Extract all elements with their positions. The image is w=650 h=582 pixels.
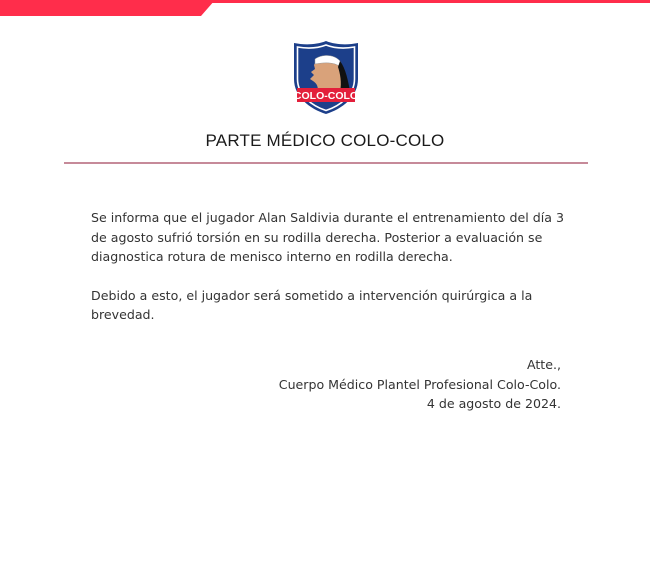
signature-signer: Cuerpo Médico Plantel Profesional Colo-Colo. [278, 376, 561, 392]
signature-block [279, 355, 561, 414]
logo-text: COLO-COLO [293, 90, 359, 102]
title-divider [64, 162, 588, 164]
document-title: PARTE MÉDICO COLO-COLO [205, 131, 445, 150]
signature-closing: Atte., [526, 357, 561, 372]
paragraph-treatment: Debido a esto, el jugador será sometido a intervención quirúrgica a la brevedad. [91, 287, 533, 322]
top-accent-bar [0, 0, 650, 17]
paragraph-diagnosis: Se informa que el jugador Alan Saldivia durante el entrenamiento del día 3 de agosto sufrió torsión en su rodilla derecha. Posterior a evaluación se diagnostica rotura de menisco interno en rodilla derecha. [91, 210, 564, 264]
colo-colo-crest-icon [288, 39, 364, 115]
document-body [91, 208, 571, 344]
signature-date: 4 de agosto de 2024. [426, 396, 561, 411]
